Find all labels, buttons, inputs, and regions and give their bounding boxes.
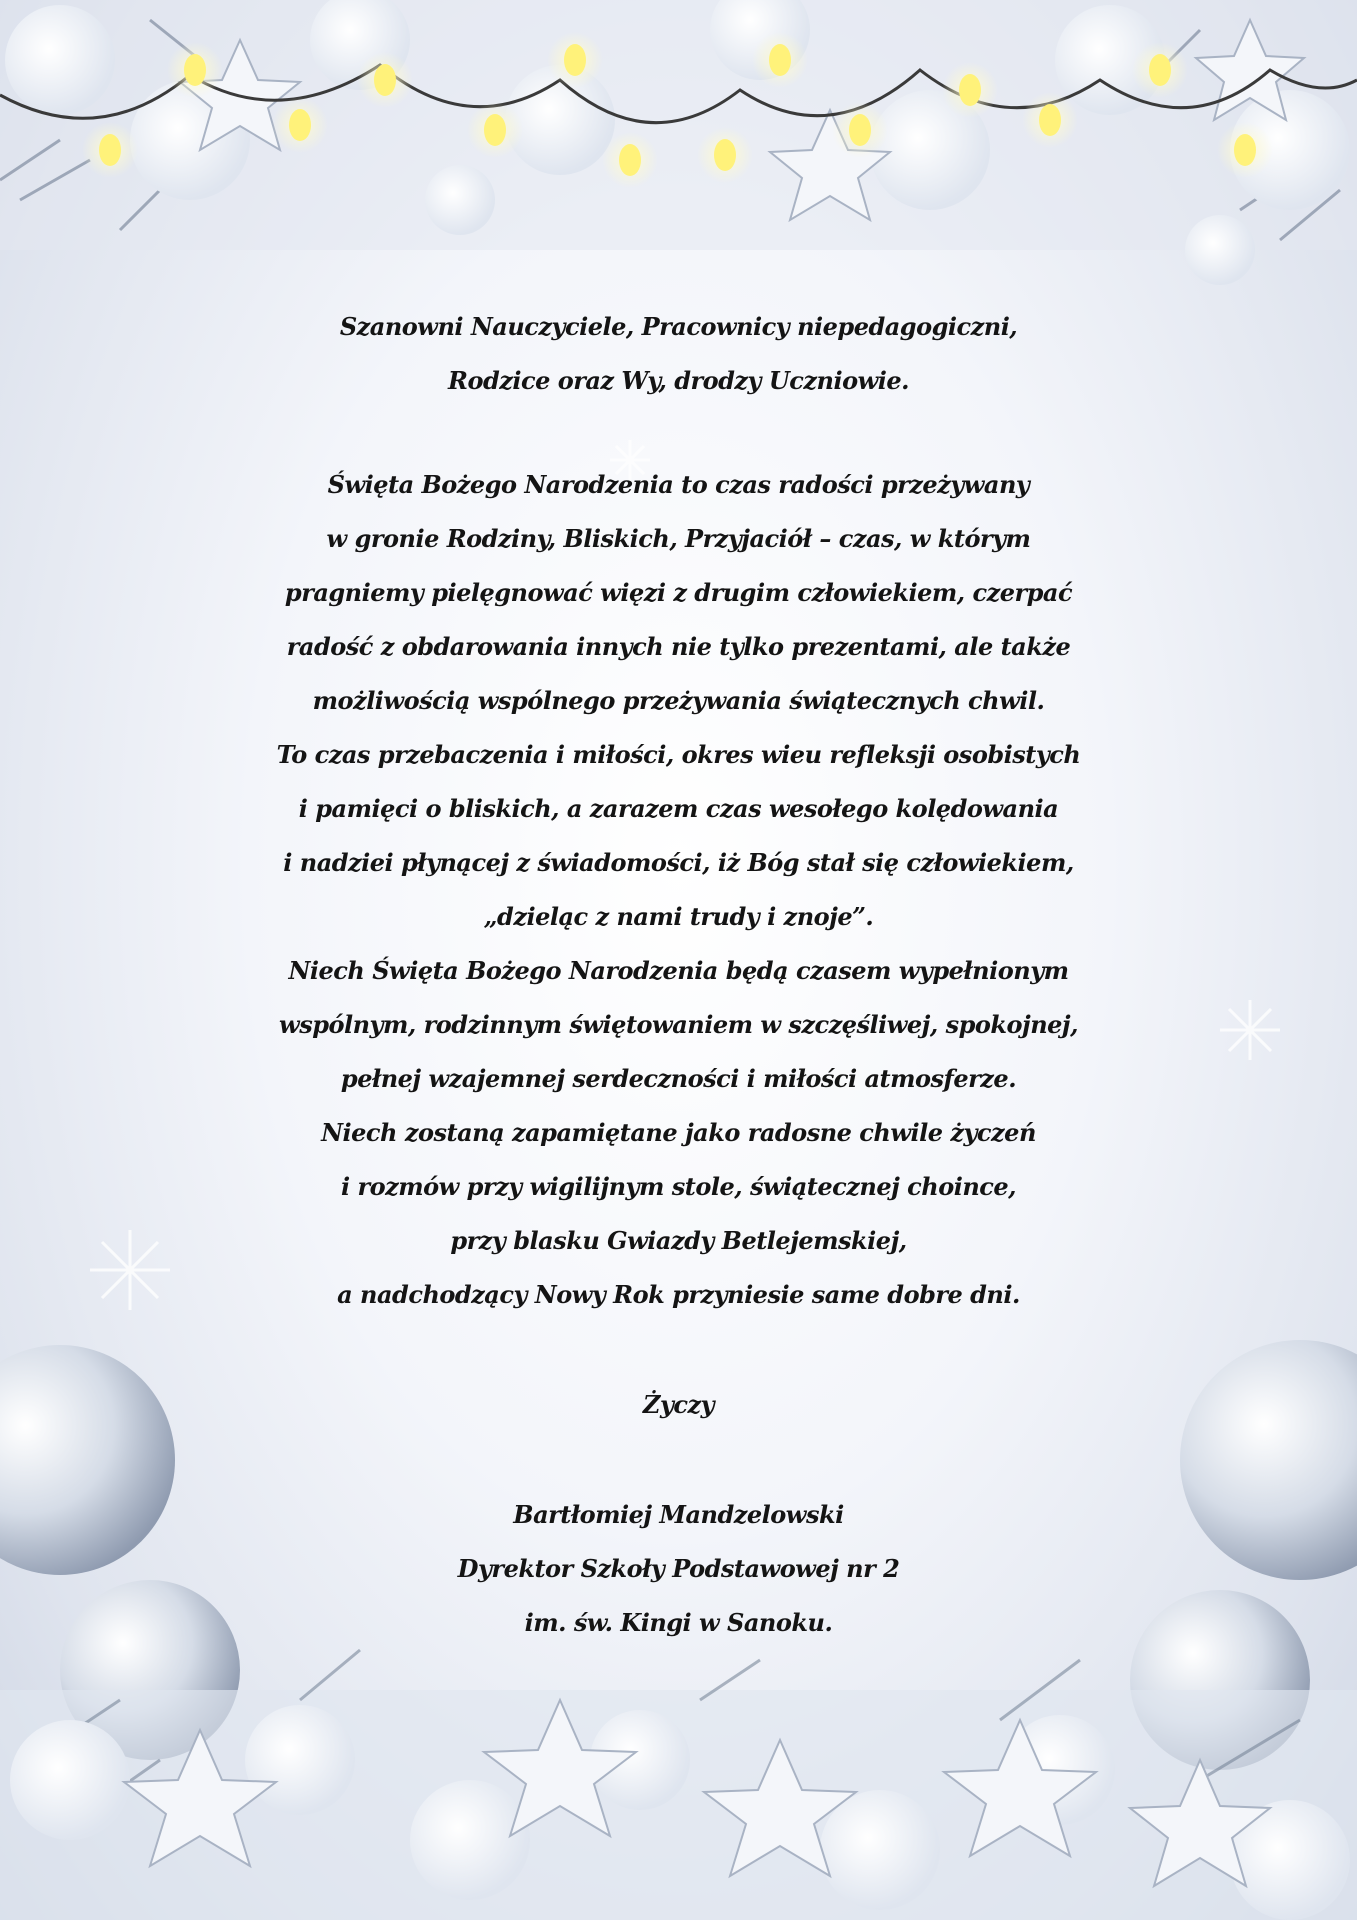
body-line: Niech Święta Bożego Narodzenia będą czasem wypełnionym <box>288 956 1069 985</box>
signature-name: Bartłomiej Mandzelowski <box>513 1500 844 1529</box>
body-line: i pamięci o bliskich, a zarazem czas wesołego kolędowania <box>298 794 1059 823</box>
body-line: Niech zostaną zapamiętane jako radosne chwile życzeń <box>321 1118 1036 1147</box>
body-line: „dzieląc z nami trudy i znoje”. <box>483 902 874 931</box>
signature-school: im. św. Kingi w Sanoku. <box>524 1608 833 1637</box>
body-line: To czas przebaczenia i miłości, okres wieu refleksji osobistych <box>276 740 1081 769</box>
body-line: i rozmów przy wigilijnym stole, świątecznej choince, <box>340 1172 1017 1201</box>
letter-text <box>40 300 1317 1650</box>
body-line: Święta Bożego Narodzenia to czas radości przeżywany <box>327 470 1030 499</box>
body-line: przy blasku Gwiazdy Betlejemskiej, <box>450 1226 907 1255</box>
top-garland-decoration <box>0 0 1357 285</box>
body-line: a nadchodzący Nowy Rok przyniesie same dobre dni. <box>337 1280 1020 1309</box>
body-line: pełnej wzajemnej serdeczności i miłości atmosferze. <box>340 1064 1017 1093</box>
body-line: wspólnym, rodzinnym świętowaniem w szczęśliwej, spokojnej, <box>279 1010 1078 1039</box>
body-line: możliwością wspólnego przeżywania świątecznych chwil. <box>312 686 1045 715</box>
salutation-line: Rodzice oraz Wy, drodzy Uczniowie. <box>448 366 909 395</box>
body-line: pragniemy pielęgnować więzi z drugim człowiekiem, czerpać <box>284 578 1073 607</box>
closing-line: Życzy <box>642 1390 715 1419</box>
body-line: i nadziei płynącej z świadomości, iż Bóg stał się człowiekiem, <box>283 848 1074 877</box>
bottom-fir-decoration <box>0 1650 1357 1920</box>
body-line: radość z obdarowania innych nie tylko prezentami, ale także <box>286 632 1071 661</box>
body-line: w gronie Rodziny, Bliskich, Przyjaciół – czas, w którym <box>326 524 1031 553</box>
salutation-line: Szanowni Nauczyciele, Pracownicy niepedagogiczni, <box>339 312 1018 341</box>
signature-title: Dyrektor Szkoły Podstawowej nr 2 <box>457 1554 900 1583</box>
